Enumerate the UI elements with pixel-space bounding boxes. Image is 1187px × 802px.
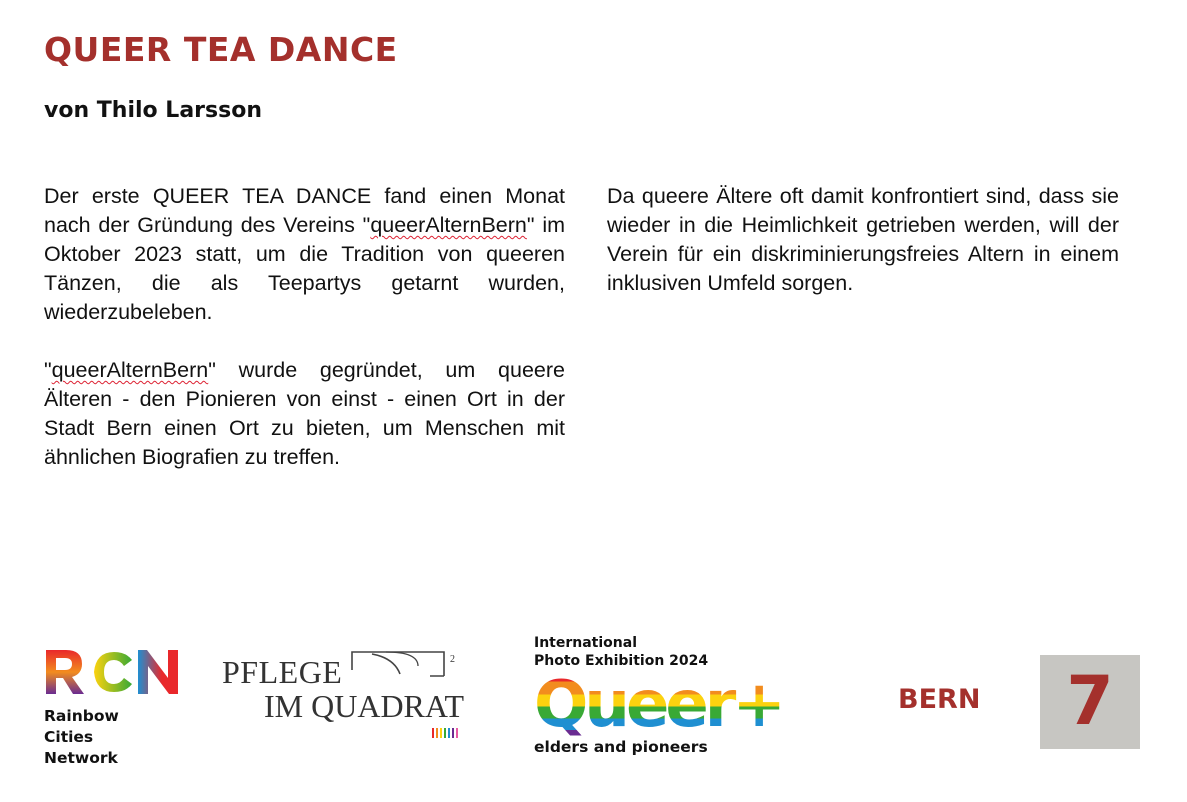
paragraph-1-end: " im Oktober 2023 statt, um die Tradition von queeren Tänzen, die als Teepartys getarnt wurden, wiederzubeleben. bbox=[44, 213, 566, 324]
queer-plus-logo-header bbox=[534, 634, 794, 670]
rcn-text-line: Rainbow bbox=[44, 707, 119, 725]
queer-plus-header-line: Photo Exhibition 2024 bbox=[534, 653, 709, 669]
rcn-text-line: Cities bbox=[44, 728, 94, 746]
paragraph-2 bbox=[44, 356, 565, 472]
paragraph-2-start: " bbox=[44, 358, 52, 382]
queer-plus-word: Queer+ bbox=[534, 670, 782, 736]
text-column-left bbox=[44, 182, 565, 501]
paragraph-3: Da queere Ältere oft damit konfrontiert sind, dass sie wieder in die Heimlichkeit getrieben werden, will der Verein für ein diskriminierungsfreies Altern in einem inklusiven Umfeld sorgen. bbox=[607, 184, 1119, 295]
rcn-logo-text bbox=[44, 706, 180, 769]
org-name: queerAlternBern bbox=[370, 213, 527, 237]
pflege-im-quadrat-logo bbox=[222, 648, 472, 743]
pflege-logo-superscript: 2 bbox=[450, 654, 455, 665]
author-line: von Thilo Larsson bbox=[44, 98, 262, 123]
rcn-letters-graphic bbox=[44, 646, 180, 696]
rcn-logo bbox=[44, 646, 180, 769]
queer-plus-header-line: International bbox=[534, 635, 638, 651]
queer-plus-exhibition-logo bbox=[534, 634, 794, 756]
org-name: queerAlternBern bbox=[51, 358, 209, 382]
queer-plus-tagline: elders and pioneers bbox=[534, 738, 708, 756]
page-number-box bbox=[1040, 655, 1140, 749]
text-column-right bbox=[607, 182, 1119, 327]
pflege-logo-line2: IM QUADRAT bbox=[264, 688, 464, 724]
page-title: QUEER TEA DANCE bbox=[44, 30, 398, 69]
paragraph-1-start: Der erste QUEER TEA DANCE fand einen Monat nach der Gründung des Vereins " bbox=[44, 184, 565, 237]
city-label: BERN bbox=[898, 684, 981, 715]
queer-plus-wordmark bbox=[534, 670, 794, 736]
paragraph-1 bbox=[44, 182, 565, 327]
rcn-text-line: Network bbox=[44, 749, 118, 767]
pflege-logo-line1: PFLEGE bbox=[222, 654, 343, 690]
page-number: 7 bbox=[1066, 662, 1114, 741]
paragraph-2-end: " wurde gegründet, um queere Älteren - den Pionieren von einst - einen Ort in der Stadt Bern einen Ort zu bieten, um Menschen mit ähnlichen Biografien zu treffen. bbox=[44, 358, 565, 469]
